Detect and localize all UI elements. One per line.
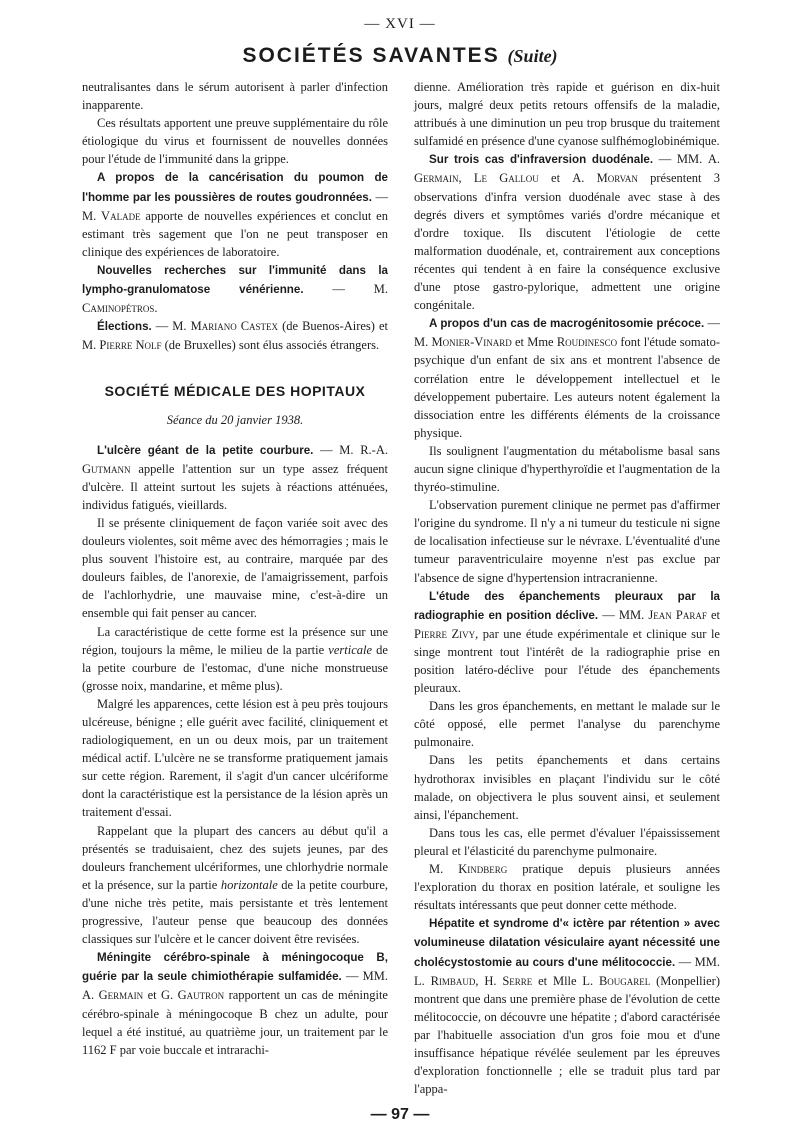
author-name: Pierre Zivy (414, 626, 476, 641)
article-title: Nouvelles recherches sur l'immunité dans la lympho-granulomatose vénérienne. (82, 263, 388, 297)
paragraph: Sur trois cas d'infraversion duodénale. — MM. A. Germain, Le Gallou et A. Morvan présentent 3 observations d'infra version duodénale avec stase à des degrés divers et symptômes variés d'ordre mécanique et d'ordre toxique. Ils discutent l'étiologie de cette malformation duodénale, et, contrairement aux conceptions récentes qui tendent à en faire la conséquence exclusive d'une ptose gastro-pylorique, admettent une origine congénitale. (414, 152, 721, 313)
author-name: Jean Paraf (648, 607, 707, 622)
author-name: Kindberg (458, 862, 508, 877)
paragraph: L'observation purement clinique ne permet pas d'affirmer l'origine du syndrome. Il n'y a ni tumeur du testicule ni signe de localisation infectieuse sur le névraxe. L'éventualité d'une tumeur paraventriculaire moyenne n'est pas exclue par l'absence de signe d'hypertension intracranienne. (414, 498, 720, 585)
article-title: L'étude des épanchements pleuraux par la radiographie en position déclive. (414, 589, 720, 622)
session-date: Séance du 20 janvier 1938. (166, 412, 304, 427)
author-name: G. Gautron (161, 988, 225, 1003)
left-column (82, 78, 388, 1059)
author-name: L. Rimbaud (414, 973, 476, 988)
article-title: Hépatite et syndrome d'« ictère par rétention » avec volumineuse dilatation vésiculaire ayant nécessité une cholécystostomie au cours d'une mélitococcie. (414, 917, 720, 969)
paragraph: Ces résultats apportent une preuve supplémentaire du rôle étiologique du virus et fournissent de nouvelles données pour l'étude de l'immunité dans la grippe. (82, 116, 388, 167)
author-name: Roudinesco (556, 335, 618, 350)
paragraph: A propos de la cancérisation du poumon de l'homme par les poussières de routes goudronnées. — M. Valade apporte de nouvelles expériences et conclut en estimant très sagement que l'on ne peut transposer en clinique des expériences de laboratoire. (82, 171, 388, 259)
article-title: Sur trois cas d'infraversion duodénale. (429, 153, 654, 167)
paragraph: L'étude des épanchements pleuraux par la radiographie en position déclive. — MM. Jean Paraf et Pierre Zivy, par une étude expérimentale et clinique sur le singe montrent tout l'intérêt de la radiographie prise en position latéro-déclive pour l'étude des épanchements pleuraux. (414, 589, 720, 696)
author-name: Valade (101, 208, 141, 223)
author-name: Caminopétros. (82, 301, 158, 316)
article-title: A propos d'un cas de macrogénitosomie précoce. (429, 317, 705, 331)
paragraph: Malgré les apparences, cette lésion est à peu près toujours ulcéreuse, bénigne ; elle guérit avec facilité, cliniquement et radiologiquement, en un ou deux mois, par un traitement médical actif. L'ulcère ne se transforme pratiquement jamais sur cette région. Rarement, il s'agit d'un cancer ulcériforme dont la caractéristique est la persistance de la lésion après un traitement d'essai. (82, 696, 388, 820)
author-name: H. Serre (484, 973, 533, 988)
paragraph: Élections. — M. Mariano Castex (de Buenos-Aires) et M. Pierre Nolf (de Bruxelles) sont élus associés étrangers. (82, 319, 389, 353)
paragraph: Dans les gros épanchements, en mettant le malade sur le côté opposé, elle permet l'analyse du parenchyme pulmonaire. (414, 699, 720, 750)
page-number: — 97 — (370, 1106, 430, 1123)
author-name: Le Gallou (473, 171, 539, 186)
author-name: R.-A. Gutmann (82, 442, 388, 476)
paragraph: Ils soulignent l'augmentation du métabolisme basal sans aucun signe clinique d'hyperthyroïdie et l'augmentation de la thyréo-stimuline. (414, 443, 720, 495)
author-name: A. Germain (414, 152, 721, 186)
section-heading: SOCIÉTÉ MÉDICALE DES HOPITAUX (104, 383, 366, 400)
paragraph: L'ulcère géant de la petite courbure. — M. R.-A. Gutmann appelle l'attention sur un type assez fréquent d'ulcère. Il atteint surtout les sujets à réactions atténuées, individus fatigués, vieillards. (82, 442, 388, 512)
page-title (0, 44, 800, 68)
article-title: Méningite cérébro-spinale à méningocoque B, guérie par la seule chimiothérapie sulfamidée. (82, 951, 388, 984)
paragraph: Dans tous les cas, elle permet d'évaluer l'épaississement pleural et l'élasticité du parenchyme pulmonaire. (414, 825, 720, 858)
title-text: SOCIÉTÉS SAVANTES (242, 44, 500, 67)
title-suite: (Suite) (507, 46, 558, 66)
author-name: Pierre Nolf (99, 338, 162, 353)
paragraph: La caractéristique de cette forme est la présence sur une région, toujours la même, le milieu de la partie verticale de la petite courbure de l'estomac, d'une niche monstrueuse (grosse noix, mandarine, et même plus). (82, 624, 388, 693)
author-name: Mariano Castex (190, 319, 279, 334)
author-name: A. Germain (82, 988, 144, 1003)
paragraph: Dans les petits épanchements et dans certains hydrothorax invisibles en plaçant l'individu sur le côté malade, on objectivera le plus souvent ainsi, et seulement ainsi, l'épanchement. (414, 753, 720, 822)
paragraph: Nouvelles recherches sur l'immunité dans la lympho-granulomatose vénérienne. — M. Caminopétros. (82, 263, 388, 316)
paragraph: Méningite cérébro-spinale à méningocoque B, guérie par la seule chimiothérapie sulfamidée. — MM. A. Germain et G. Gautron rapportent un cas de méningite cérébro-spinale à méningocoque B chez un adulte, pour lequel a été institué, au quatrième jour, un traitement par le 1162 F par voie buccale et intrarachi- (82, 951, 388, 1057)
paragraph: dienne. Amélioration très rapide et guérison en dix-huit jours, malgré deux petits retours offensifs de la maladie, attribués à une diminution un peu trop brusque du traitement sulfamidé en présence d'une cyanose sulfhémoglobinémique. (414, 80, 720, 149)
paragraph: Il se présente cliniquement de façon variée soit avec des douleurs violentes, soit même avec des hémorragies ; mais le plus souvent l'histoire est, au contraire, marquée par des douleurs faibles, de l'anorexie, de l'amaigrissement, parfois de l'achlorhydrie, une mauvaise mine, c'est-à-dire un ensemble qui fait penser au cancer. (82, 515, 388, 621)
author-name: A. Morvan (572, 171, 638, 186)
paragraph: Hépatite et syndrome d'« ictère par rétention » avec volumineuse dilatation vésiculaire ayant nécessité une cholécystostomie au cours d'une mélitococcie. — MM. L. Rimbaud, H. Serre et Mlle L. Bougarel (Monpellier) montrent que dans une première phase de l'évolution de cette mélitococcie, on découvre une hépatite ; d'abord caractérisée par l'habituelle association d'un gros foie mou et d'une insuffisance hépatique révélée seulement par les épreuves d'exploration fonctionnelle ; elle se traduit plus tard par l'appa- (414, 917, 720, 1097)
paragraph: A propos d'un cas de macrogénitosomie précoce. — M. Monier-Vinard et Mme Roudinesco font l'étude somato-psychique d'un enfant de six ans et montrent l'absence de corrélation entre le développement intellectuel et le développement pubertaire. Les auteurs notent également la dissociation entre les différents éléments de la croissance physique. (414, 316, 721, 440)
article-title: Élections. (97, 320, 152, 334)
paragraph: M. Kindberg pratique depuis plusieurs années l'exploration du thorax en position latérale, et souligne les résultats intéressants que peut donner cette méthode. (414, 862, 721, 913)
article-title: L'ulcère géant de la petite courbure. (97, 443, 314, 457)
right-column (414, 78, 720, 1098)
paragraph: neutralisantes dans le sérum autorisent à parler d'infection inapparente. (82, 80, 388, 113)
article-title: A propos de la cancérisation du poumon de l'homme par les poussières de routes goudronnées. (82, 171, 388, 204)
paragraph: Rappelant que la plupart des cancers au début qu'il a présentés se traduisaient, chez des sujets jeunes, par des douleurs franchement ulcériformes, une chlorhydrie normale et la présence, sur la partie horizontale de la petite courbure, d'une niche très petite, mais persistante et très lentement progressive, l'auteur pense que beaucoup des données classiques sur l'ulcère et le cancer doivent être revisées. (82, 823, 389, 947)
author-name: L. Bougarel (582, 973, 651, 988)
author-name: Monier-Vinard (431, 335, 512, 350)
roman-page-number: — XVI — (364, 16, 436, 32)
